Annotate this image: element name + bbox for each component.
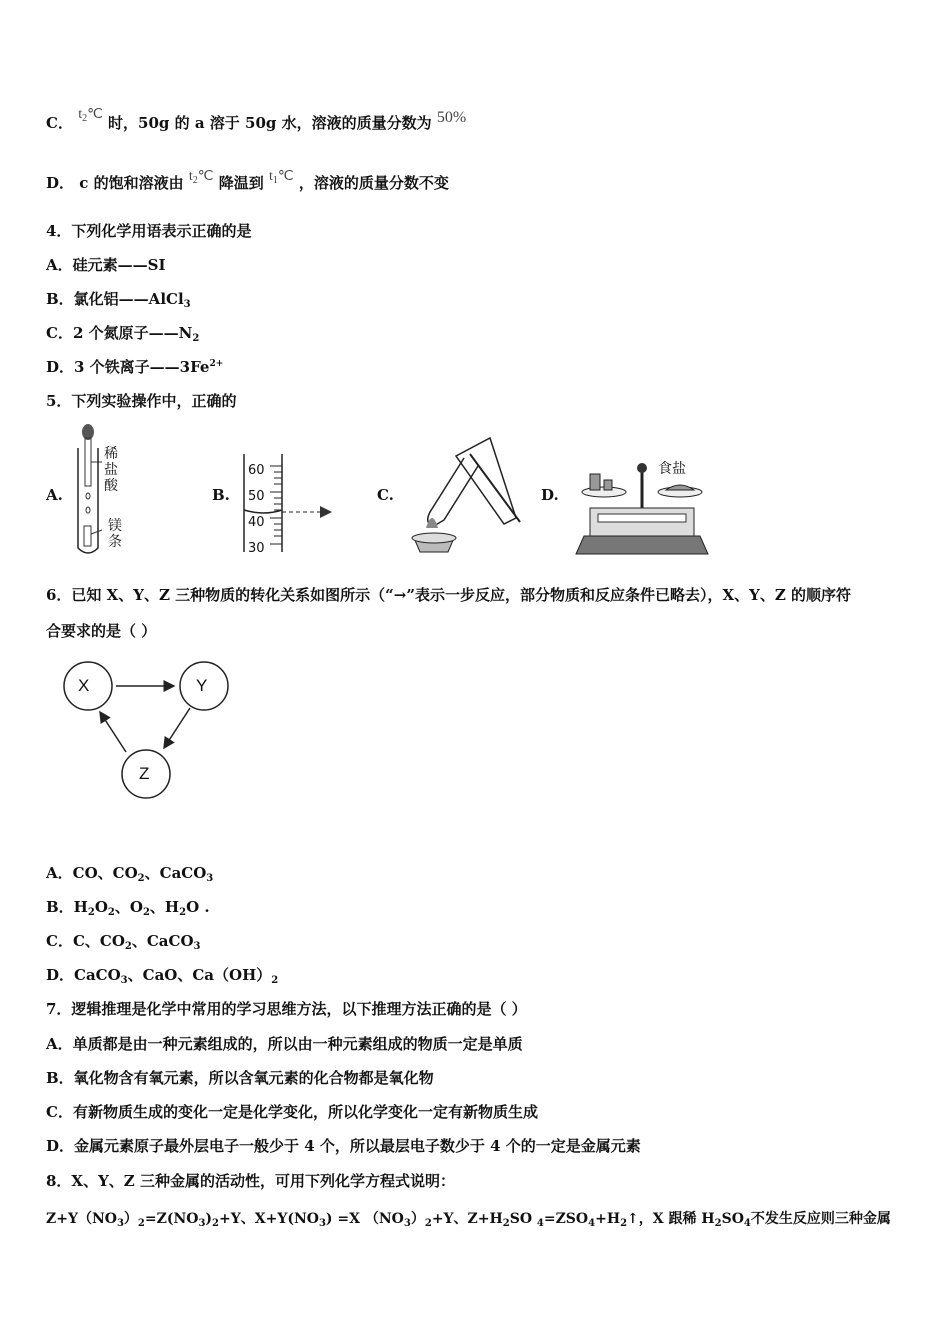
node-x-label: X: [78, 676, 90, 695]
q5-option-b-label: B.: [212, 486, 230, 504]
balance-scale-figure: [572, 456, 712, 556]
q5-stem: 5．下列实验操作中，正确的: [46, 392, 237, 410]
q6-stem-line2: 合要求的是（ ）: [46, 622, 157, 640]
q3-option-d: D． c 的饱和溶液由 $t_2℃$ 降温到 $t_1℃$ ，溶液的质量分数不变: [46, 169, 449, 192]
q4-stem: 4．下列化学用语表示正确的是: [46, 222, 252, 240]
q5-option-a-label: A.: [46, 486, 63, 504]
reagent-label-mg: 镁 条: [108, 518, 122, 550]
q7-option-d: D．金属元素原子最外层电子一般少于 4 个，所以最层电子数少于 4 个的一定是金属元素: [46, 1137, 641, 1155]
temperature-t2: $t_2℃$: [188, 169, 214, 186]
q4-option-a: A．硅元素——SI: [46, 256, 166, 274]
q6-option-d: D．CaCO$_3$、CaO、$Ca(OH)_2$: [46, 966, 279, 986]
q4-option-b: B．氯化铝——AlCl$_3$: [46, 290, 191, 310]
q5-option-c-label: C.: [377, 486, 394, 504]
temperature-t1: $t_1℃$: [268, 169, 294, 186]
q6-stem-line1: 6．已知 X、Y、Z 三种物质的转化关系如图所示（“→”表示一步反应，部分物质和反应条件已略去），X、Y、Z 的顺序符: [46, 586, 852, 604]
q7-option-c: C．有新物质生成的变化一定是化学变化，所以化学变化一定有新物质生成: [46, 1103, 538, 1121]
q7-stem: 7．逻辑推理是化学中常用的学习思维方法，以下推理方法正确的是（ ）: [46, 1000, 527, 1018]
heating-test-tube-figure: [404, 428, 526, 558]
q7-option-a: A．单质都是由一种元素组成的，所以由一种元素组成的物质一定是单质: [46, 1035, 523, 1053]
balance-salt-label: 食盐: [658, 461, 686, 477]
q4-option-d: D．3 个铁离子$——3Fe^{2+}$: [46, 358, 224, 376]
node-y-label: Y: [196, 676, 208, 695]
q8-equations: $Z+Y(NO_3)_2=Z(NO_3)_2+Y$、$X+Y(NO_3) =X$ $(NO_3)_2+Y$、$Z+H_2SO$ $_4=ZSO_4+H_2↑$，X 跟稀 $H_2SO_4$不发生反应则三种金属: [46, 1211, 891, 1229]
cylinder-tick-labels: 60 50 40 30: [248, 463, 265, 556]
temperature-t2: $t_2℃$: [78, 107, 103, 124]
q7-option-b: B．氧化物含有氧元素，所以含氧元素的化合物都是氧化物: [46, 1069, 434, 1087]
q6-option-b: B．$H_2O_2$、$O_2$、$H_2O$ .: [46, 898, 210, 918]
reagent-label-hcl: 稀 盐 酸: [104, 446, 118, 494]
q4-option-c: C．2 个氮原子$——N_2$: [46, 324, 200, 344]
q6-option-a: A．CO、$CO_2$、CaCO$_3$: [46, 864, 214, 884]
q5-option-d-label: D.: [541, 486, 559, 504]
node-z-label: Z: [139, 764, 150, 783]
q8-stem: 8．X、Y、Z 三种金属的活动性，可用下列化学方程式说明：: [46, 1172, 455, 1190]
q6-option-c: C．C、$CO_2$、CaCO$_3$: [46, 932, 201, 952]
q3-option-c: C． $t_2℃$ 时，50g 的 a 溶于 50g 水，溶液的质量分数为 50%: [46, 107, 467, 132]
